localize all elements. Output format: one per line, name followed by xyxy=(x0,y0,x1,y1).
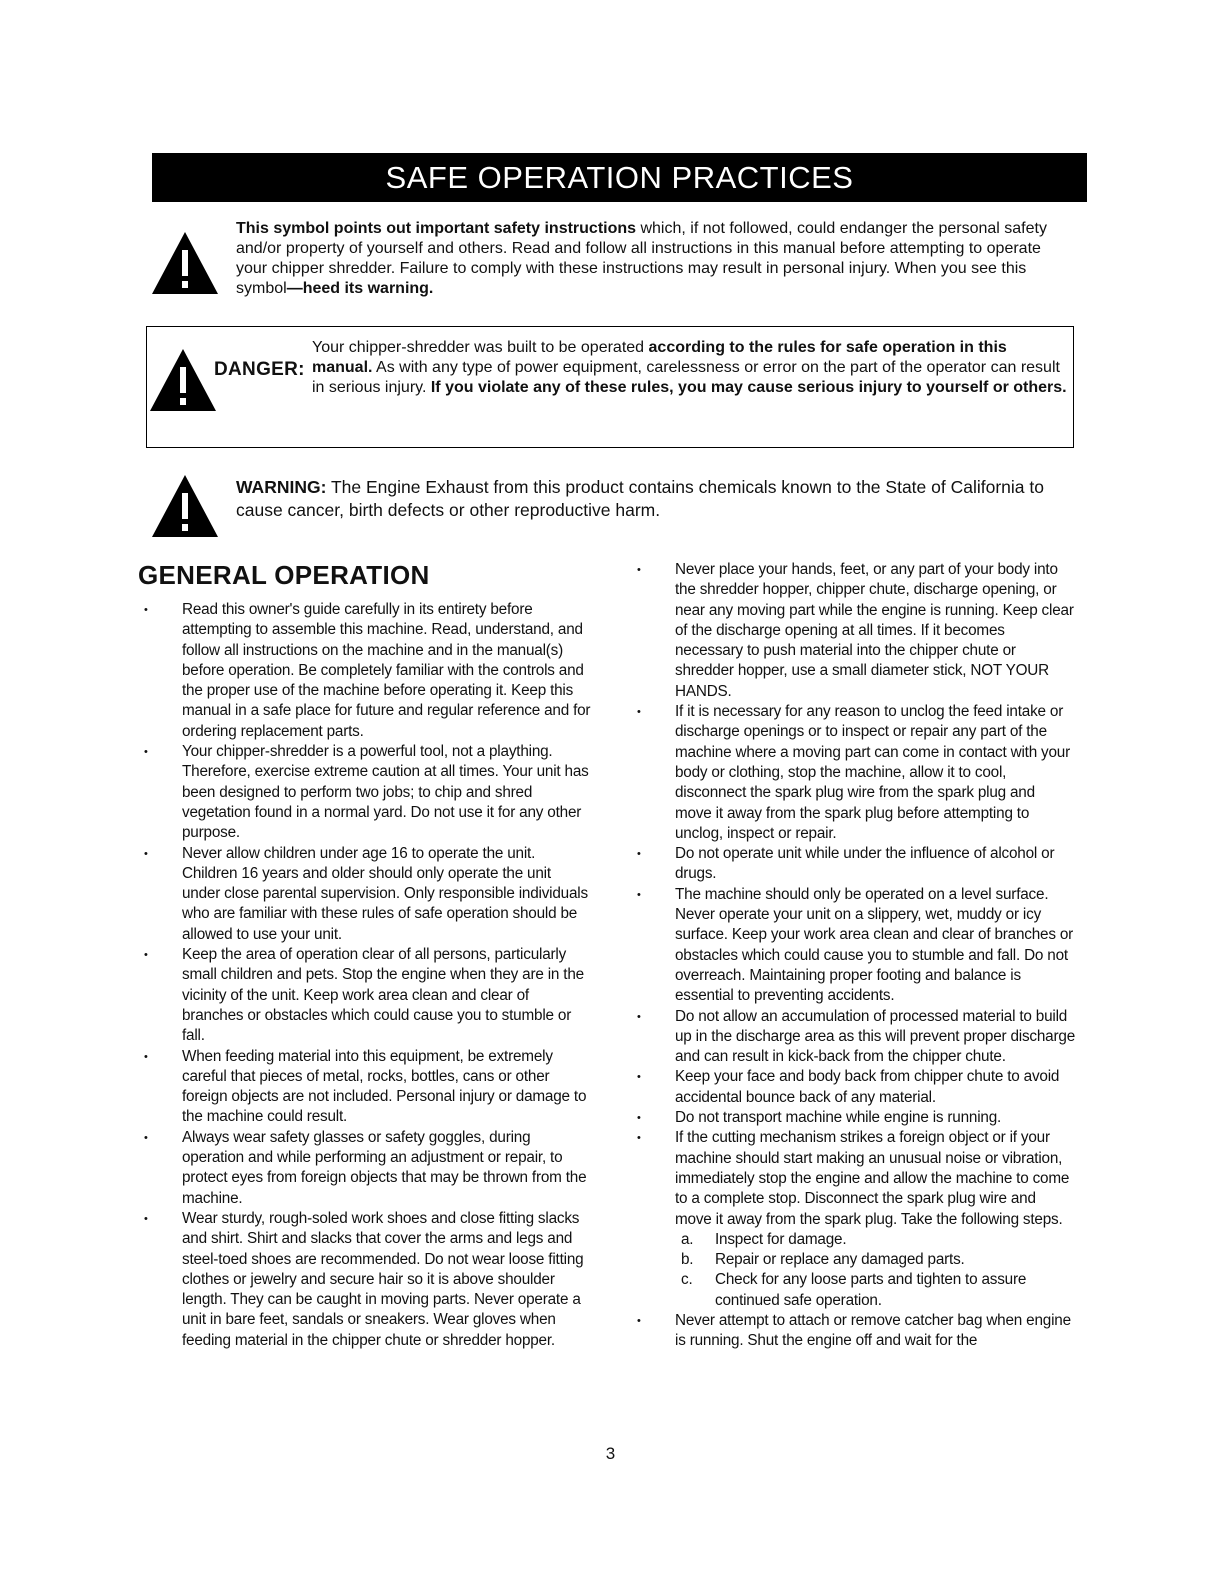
list-item: • Never allow children under age 16 to operate the unit. Children 16 years and older should only operate the unit under close parental supervision. Only responsible individuals who are familiar with these rules of safe operation should be allowed to use your unit. xyxy=(182,844,592,945)
sub-step xyxy=(675,1230,1075,1250)
sub-step xyxy=(675,1270,1075,1311)
list-item: • The machine should only be operated on a level surface. Never operate your unit on a slippery, wet, muddy or icy surface. Keep your work area clean and clear of branches or obstacles which could cause you to stumble and fall. Do not overreach. Maintaining proper footing and balance is essential to preventing accidents. xyxy=(675,885,1075,1007)
symbol-note-end: —heed its warning. xyxy=(286,280,434,297)
sub-step-letter: c. xyxy=(681,1271,693,1289)
warning-triangle-icon xyxy=(150,473,220,539)
sub-step-text: Check for any loose parts and tighten to assure continued safe operation. xyxy=(715,1271,1027,1309)
warning-triangle-icon xyxy=(150,230,220,296)
danger-bold-1: according to the rules for safe operation in this manual. xyxy=(312,339,1007,376)
sub-step-letter: b. xyxy=(681,1251,694,1269)
list-item: • Keep your face and body back from chipper chute to avoid accidental bounce back of any material. xyxy=(675,1067,1075,1108)
list-item: • If it is necessary for any reason to unclog the feed intake or discharge openings or to inspect or repair any part of the machine where a moving part can come in contact with your body or clothing, stop the machine, allow it to cool, disconnect the spark plug wire from the spark plug and move it away from the spark plug before attempting to unclog, inspect or repair. xyxy=(675,702,1075,844)
warning-label: WARNING: xyxy=(236,477,327,497)
danger-label: DANGER: xyxy=(214,359,305,380)
list-item: • If the cutting mechanism strikes a foreign object or if your machine should start making an unusual noise or vibration, immediately stop the engine and allow the machine to come to a complete stop. Disconnect the spark plug wire and move it away from the spark plug. Take the following steps. xyxy=(675,1128,1075,1229)
danger-text-1: Your chipper-shredder was built to be operated xyxy=(312,339,649,356)
left-column xyxy=(182,600,592,1351)
sub-step-text: Inspect for damage. xyxy=(715,1230,847,1248)
sub-step-letter: a. xyxy=(681,1230,694,1248)
list-item: • Do not allow an accumulation of processed material to build up in the discharge area as this will prevent proper discharge and can result in kick-back from the chipper chute. xyxy=(675,1007,1075,1068)
list-item: • Your chipper-shredder is a powerful tool, not a plaything. Therefore, exercise extreme caution at all times. Your unit has been designed to perform two jobs; to chip and shred vegetation found in a normal yard. Do not use it for any other purpose. xyxy=(182,742,592,843)
list-item: • Never attempt to attach or remove catcher bag when engine is running. Shut the engine off and wait for the xyxy=(675,1311,1075,1352)
list-item: • Read this owner's guide carefully in its entirety before attempting to assemble this machine. Read, understand, and follow all instructions on the machine and in the manual(s) before operation. Be completely familiar with the controls and the proper use of the machine before operating it. Keep this manual in a safe place for future and regular reference and for ordering replacement parts. xyxy=(182,600,592,742)
list-item: • Do not operate unit while under the influence of alcohol or drugs. xyxy=(675,844,1075,885)
page-title: SAFE OPERATION PRACTICES xyxy=(152,153,1087,202)
list-item: • When feeding material into this equipment, be extremely careful that pieces of metal, rocks, bottles, cans or other foreign objects are not included. Personal injury or damage to the machine could result. xyxy=(182,1047,592,1128)
list-item: • Keep the area of operation clear of all persons, particularly small children and pets. Stop the engine when they are in the vicinity of the unit. Keep work area clean and clear of branches or obstacles which could cause you to stumble or fall. xyxy=(182,945,592,1046)
list-item: • Do not transport machine while engine is running. xyxy=(675,1108,1075,1128)
symbol-note-lead: This symbol points out important safety instructions xyxy=(236,220,637,237)
danger-bold-2: If you violate any of these rules, you may cause serious injury to yourself or others. xyxy=(430,379,1067,396)
symbol-note xyxy=(236,219,1071,299)
warning-triangle-icon xyxy=(148,347,218,413)
danger-text xyxy=(312,338,1068,398)
list-item: • Never place your hands, feet, or any part of your body into the shredder hopper, chipper chute, discharge opening, or near any moving part while the engine is running. Keep clear of the discharge opening at all times. If it becomes necessary to push material into the chipper chute or shredder hopper, use a small diameter stick, NOT YOUR HANDS. xyxy=(675,560,1075,702)
danger-text-2: As with any type of power equipment, carelessness or error on the part of the operator can result in serious injury. xyxy=(312,359,1060,396)
symbol-note-text: which, if not followed, could endanger the personal safety and/or property of yourself and others. Read and follow all instructions in this manual before attempting to operate your chipper shredder. Failure to comply with these instructions may result in personal injury. When you see this symbol xyxy=(236,220,1047,297)
list-item: • Always wear safety glasses or safety goggles, during operation and while performing an adjustment or repair, to protect eyes from foreign objects that may be thrown from the machine. xyxy=(182,1128,592,1209)
sub-step xyxy=(675,1250,1075,1270)
sub-step-text: Repair or replace any damaged parts. xyxy=(715,1251,965,1269)
california-warning xyxy=(236,476,1078,522)
page-number: 3 xyxy=(605,1444,616,1463)
warning-text: The Engine Exhaust from this product contains chemicals known to the State of California to cause cancer, birth defects or other reproductive harm. xyxy=(236,477,1044,520)
right-column xyxy=(675,560,1075,1352)
section-heading: GENERAL OPERATION xyxy=(138,560,430,590)
list-item: • Wear sturdy, rough-soled work shoes and close fitting slacks and shirt. Shirt and slacks that cover the arms and legs and steel-toed shoes are recommended. Do not wear loose fitting clothes or jewelry and secure hair so it is above shoulder length. They can be caught in moving parts. Never operate a unit in bare feet, sandals or sneakers. Wear gloves when feeding material in the chipper chute or shredder hopper. xyxy=(182,1209,592,1351)
